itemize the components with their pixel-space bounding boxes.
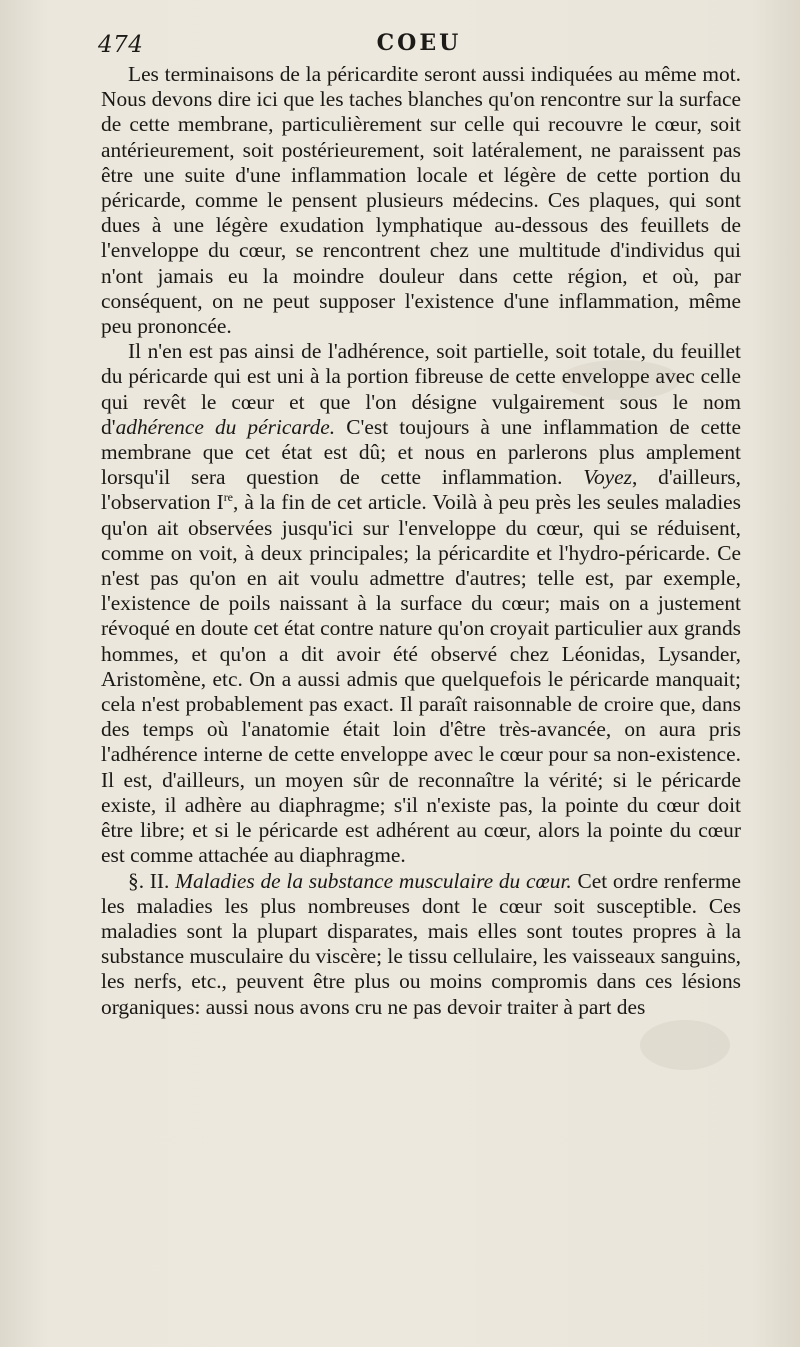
page-number: 474 xyxy=(98,32,144,58)
paragraph-text: , d'ailleurs, l'observation I xyxy=(101,465,741,515)
running-title: COEU xyxy=(376,30,462,56)
body-text xyxy=(101,62,741,1020)
paper-stain xyxy=(640,1020,730,1070)
paragraph-text: , à la fin de cet article. Voilà à peu près les seules maladies qu'on ait observées jusqu'ici sur l'enveloppe du cœur, qui se réduisent, comme on voit, à deux principales; la péricardite et l'hydro-péricarde. Ce n'est pas qu'on en ait voulu admettre d'autres; telle est, par exemple, l'existence de poils naissant à la surface du cœur; mais on a justement révoqué en doute cet état contre nature qu'on croyait particulier aux grands hommes, et qu'on a dit avoir été observé chez Léonidas, Lysander, Aristomène, etc. On a aussi admis que quelquefois le péricarde manquait; cela n'est probablement pas exact. Il paraît raisonnable de croire que, dans des temps où l'anatomie était loin d'être très-avancée, on aura pris l'adhérence interne de cette enveloppe avec le cœur pour sa non-existence. Il est, d'ailleurs, un moyen sûr de reconnaître la vérité; si le péricarde existe, il adhère au diaphragme; s'il n'existe pas, la pointe du cœur doit être libre; et si le péricarde est adhérent au cœur, alors la pointe du cœur est comme attachée au diaphragme. xyxy=(101,490,741,868)
paragraph-text: Les terminaisons de la péricardite seront aussi indiquées au même mot. Nous devons dire ici que les taches blanches qu'on rencontre sur la surface de cette membrane, particulièrement sur celle qui recouvre le cœur, soit antérieurement, soit postérieurement, soit latéralement, ne paraissent pas être une suite d'une inflammation locale et légère de cette portion du péricarde, comme le pensent plusieurs médecins. Ces plaques, qui sont dues à une légère exudation lymphatique au-dessous des feuillets de l'enveloppe du cœur, se rencontrent chez une multitude d'individus qui n'ont jamais eu la moindre douleur dans cette région, et où, par conséquent, on ne peut supposer l'existence d'une inflammation, même peu prononcée. xyxy=(101,62,741,339)
paragraph-1 xyxy=(101,62,741,339)
paragraph-text: C'est toujours à une inflammation de cette membrane que cet état est dû; et nous en parlerons plus amplement lorsqu'il sera question de cette inflammation. xyxy=(101,414,741,490)
section-title: Maladies de la substance musculaire du cœur. xyxy=(175,868,572,893)
paragraph-3 xyxy=(101,869,741,1020)
page-header xyxy=(98,30,740,64)
italic-term: Voyez xyxy=(583,465,632,490)
superscript: re xyxy=(223,490,234,505)
paragraph-2 xyxy=(101,339,741,868)
section-number: §. II. xyxy=(128,868,170,893)
italic-term: adhérence du péricarde. xyxy=(115,414,336,439)
paragraph-text: Cet ordre renferme les maladies les plus nombreuses dont le cœur soit susceptible. Ces maladies sont la plupart disparates, mais elles sont toutes propres à la substance musculaire du viscère; le tissu cellulaire, les vaisseaux sanguins, les nerfs, etc., peuvent être plus ou moins compromis dans ces lésions organiques: aussi nous avons cru ne pas devoir traiter à part des xyxy=(101,868,741,1019)
paragraph-text: Il n'en est pas ainsi de l'adhérence, soit partielle, soit totale, du feuillet du péricarde qui est uni à la portion fibreuse de cette enveloppe avec celle qui revêt le cœur et que l'on désigne vulgairement sous le nom d' xyxy=(101,339,741,439)
